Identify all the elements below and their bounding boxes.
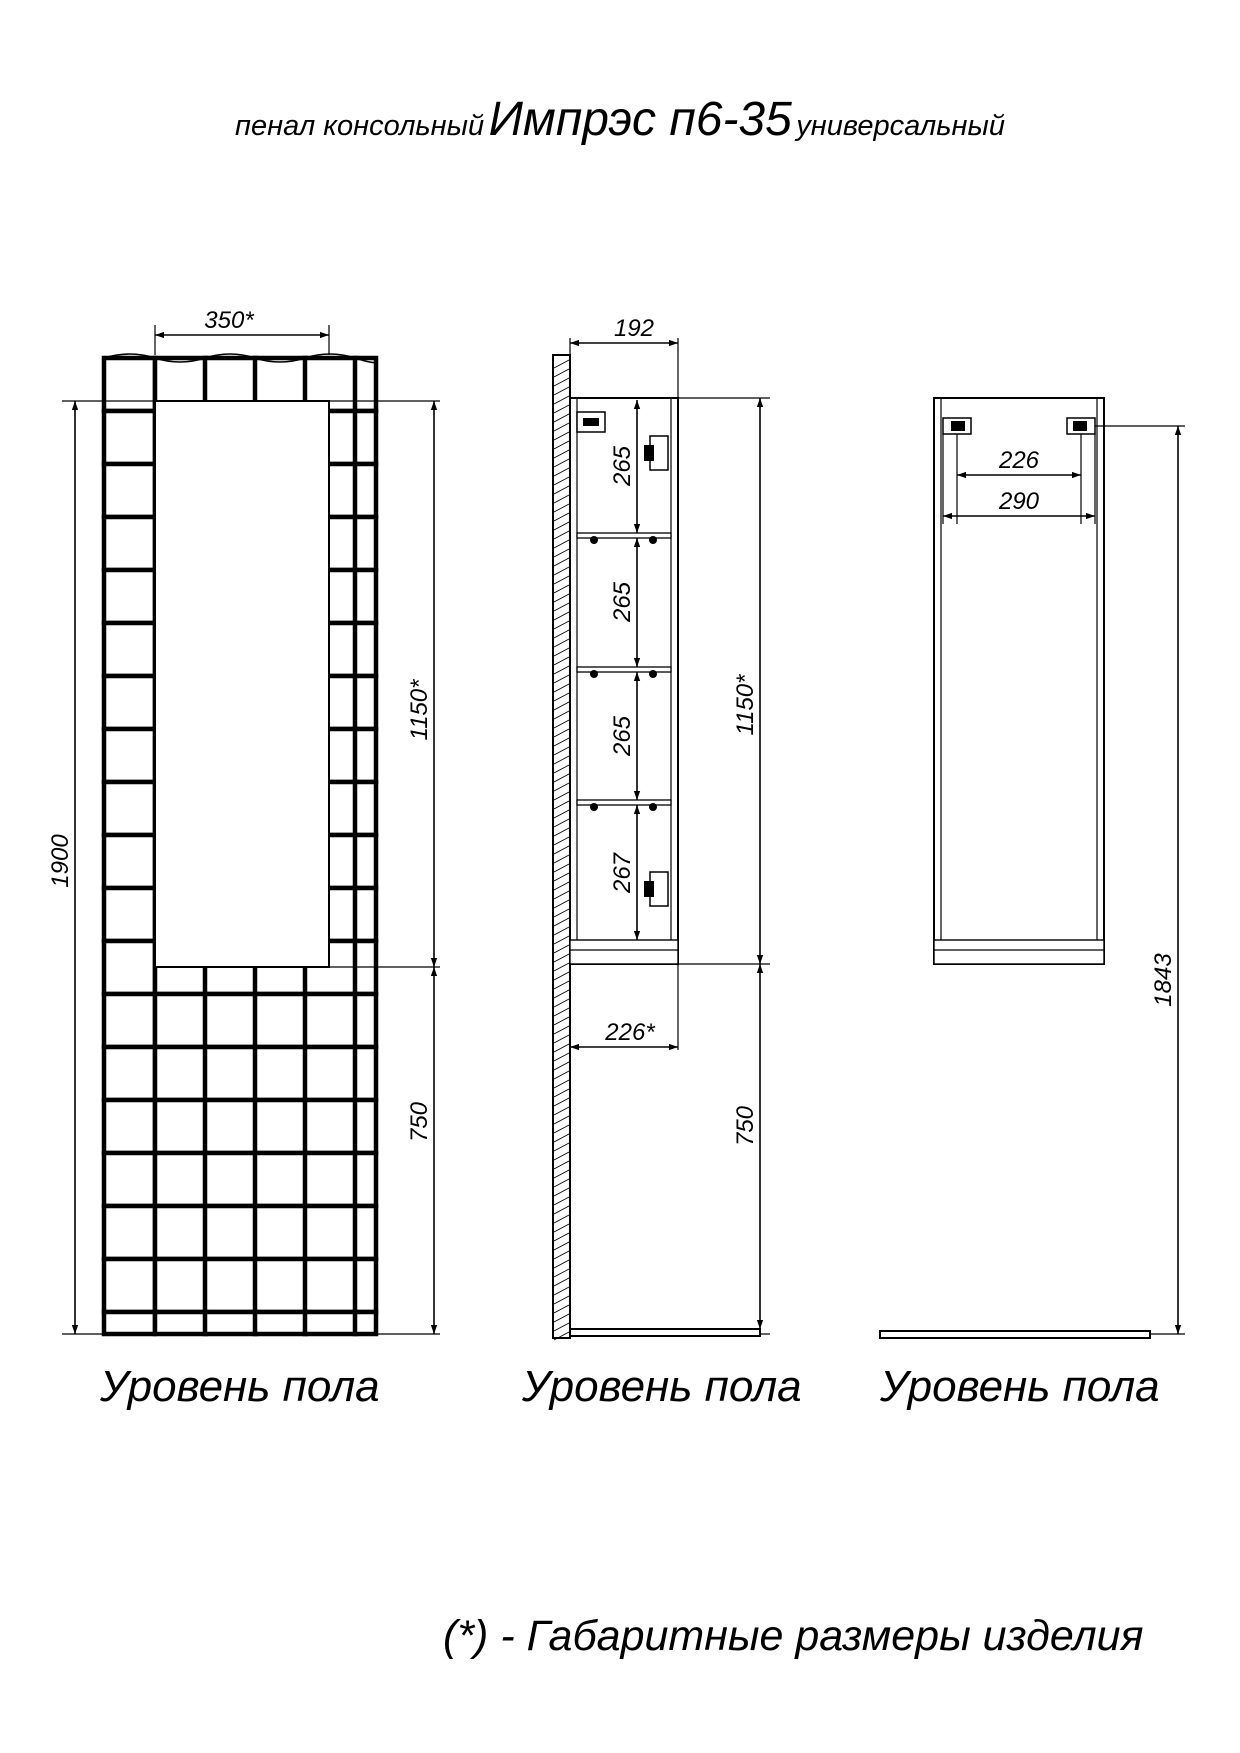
back-plinth [934, 940, 1104, 964]
wall-tile [255, 1206, 306, 1259]
wall-tile [205, 1312, 256, 1334]
front-view [47, 307, 440, 1334]
wall-tile [205, 1259, 256, 1312]
dim-shelf-1-label: 265 [609, 445, 636, 487]
wall-tile [104, 411, 155, 464]
dim-mount-width-label: 290 [998, 488, 1040, 515]
dim-depth-label: 192 [613, 315, 655, 342]
wall-tile [355, 729, 376, 782]
wall-tile [104, 1153, 155, 1206]
dim-shelf-2-label: 265 [609, 581, 636, 623]
wall-tile [104, 994, 155, 1047]
wall-tile [104, 358, 155, 411]
wall-tile [305, 1100, 356, 1153]
title-suffix: универсальный [796, 110, 1005, 142]
wall-tile [255, 1259, 306, 1312]
wall-tile [104, 888, 155, 941]
dim-inner-width-label: 226 [998, 447, 1040, 474]
wall-tile [155, 1259, 206, 1312]
dim-shelf-3-label: 265 [609, 715, 636, 757]
wall-tile [305, 1259, 356, 1312]
back-view [880, 398, 1185, 1338]
wall-tile [205, 1100, 256, 1153]
wall-tile [355, 570, 376, 623]
dim-front-mount-height-label: 750 [406, 1101, 433, 1143]
dim-side-mount-height-label: 750 [732, 1105, 759, 1147]
dim-side-cabinet-height-label: 1150* [732, 674, 759, 736]
wall-tile [104, 1047, 155, 1100]
wall-tile [104, 941, 155, 994]
wall-tile [104, 623, 155, 676]
side-view [553, 315, 770, 1340]
back-cabinet-body [934, 398, 1104, 964]
wall-tile [205, 1153, 256, 1206]
wall-tile [355, 835, 376, 888]
dim-hanging-height-label: 1843 [1150, 953, 1177, 1007]
dim-bottom-depth-label: 226* [605, 1019, 655, 1046]
wall-tile [155, 1153, 206, 1206]
wall-tile [305, 1312, 356, 1334]
wall-tile [155, 994, 206, 1047]
wall-tile [155, 1100, 206, 1153]
wall-tile [355, 464, 376, 517]
footnote: (*) - Габаритные размеры изделия [443, 1612, 1144, 1660]
wall-tile [355, 888, 376, 941]
wall-tile [104, 729, 155, 782]
wall-tile [104, 570, 155, 623]
wall-tile [355, 676, 376, 729]
cabinet-front [155, 401, 329, 967]
wall-tile [104, 1206, 155, 1259]
wall-tile [255, 1100, 306, 1153]
wall-tile [355, 1153, 376, 1206]
back-floor [880, 1331, 1150, 1338]
wall-tile [155, 1312, 206, 1334]
wall-tile [205, 1047, 256, 1100]
wall-tile [104, 782, 155, 835]
wall-tile [104, 835, 155, 888]
wall-tile [355, 782, 376, 835]
side-cabinet-plinth [570, 940, 678, 964]
wall-tile [355, 1100, 376, 1153]
side-floor [570, 1329, 760, 1336]
wall-tile [305, 994, 356, 1047]
wall-tile [305, 1153, 356, 1206]
wall-tile [255, 1312, 306, 1334]
wall-tile [155, 1206, 206, 1259]
wall-tile [355, 517, 376, 570]
wall-tile [355, 1047, 376, 1100]
wall-tile [355, 994, 376, 1047]
wall-tile [355, 411, 376, 464]
floor-label-back: Уровень пола [880, 1362, 1160, 1411]
wall-tile [255, 1153, 306, 1206]
dim-shelf-4-label: 267 [609, 852, 636, 894]
hanging-bracket-right [1067, 418, 1095, 434]
wall-tile [355, 1206, 376, 1259]
wall-tile [205, 994, 256, 1047]
wall-tile [205, 1206, 256, 1259]
wall-tile [305, 1206, 356, 1259]
wall-tile [104, 1100, 155, 1153]
wall-tile [104, 1312, 155, 1334]
wall-tile [355, 358, 376, 411]
wall-tile [104, 464, 155, 517]
hanging-bracket-left [943, 418, 971, 434]
wall-tile [255, 1047, 306, 1100]
dim-front-width-label: 350* [204, 307, 254, 334]
wall-tile [104, 676, 155, 729]
wall-tile [305, 1047, 356, 1100]
wall-tile [104, 1259, 155, 1312]
wall-tile [355, 1259, 376, 1312]
floor-label-front: Уровень пола [100, 1362, 380, 1411]
wall-tile [155, 1047, 206, 1100]
wall-tile [255, 994, 306, 1047]
wall-tile [355, 623, 376, 676]
wall-tile [104, 517, 155, 570]
title-model: Импрэс п6-35 [488, 93, 792, 146]
wall-tile [355, 1312, 376, 1334]
floor-label-side: Уровень пола [522, 1362, 802, 1411]
dim-front-cabinet-height-label: 1150* [406, 679, 433, 741]
dim-total-height-label: 1900 [47, 834, 74, 888]
title-prefix: пенал консольный [235, 110, 485, 142]
